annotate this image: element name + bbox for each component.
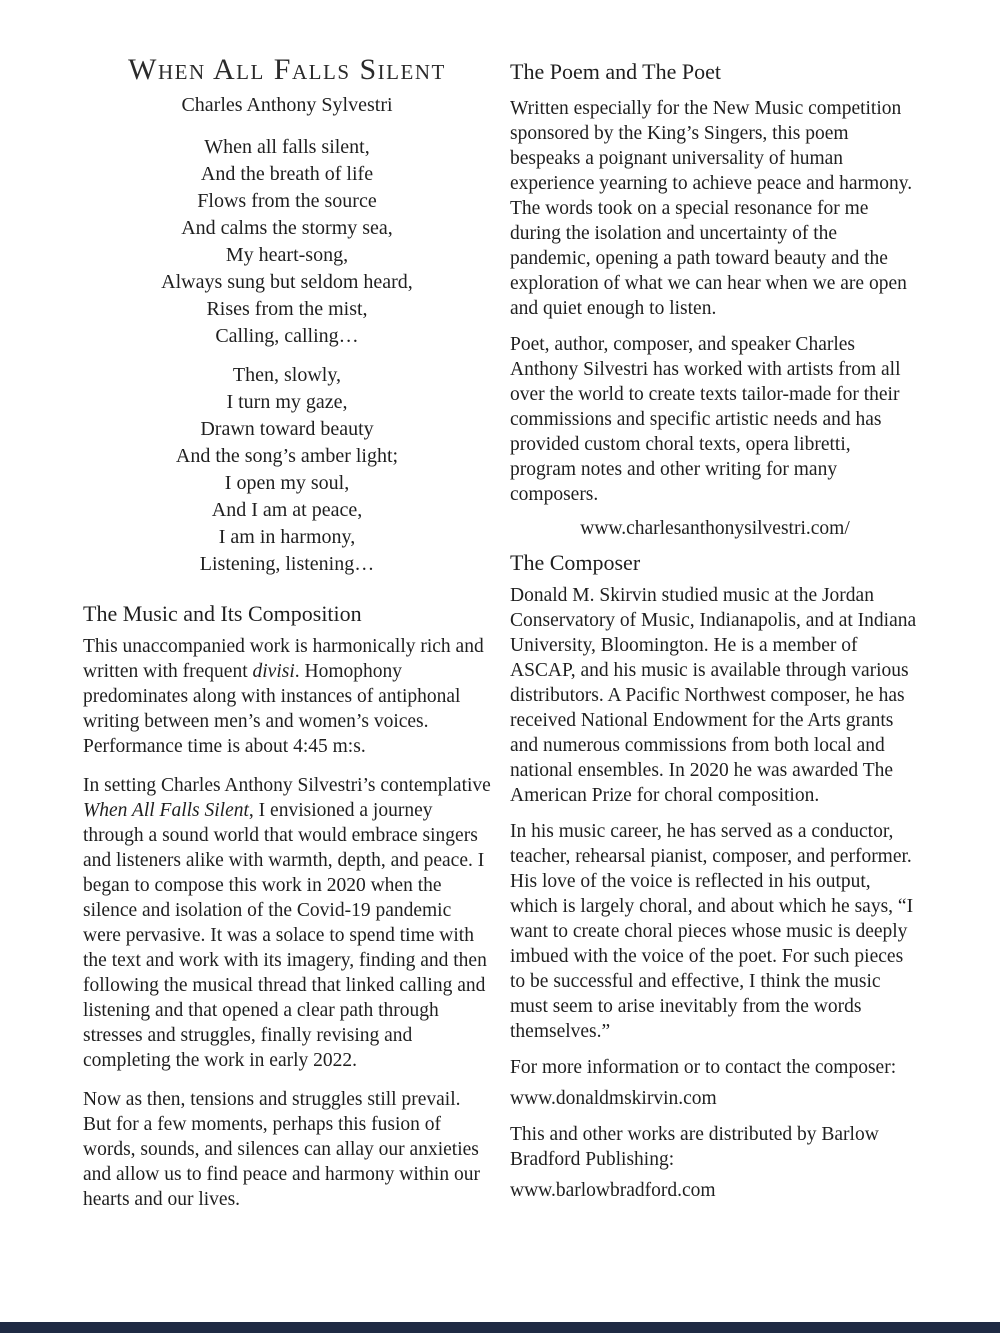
composer-paragraph-2: In his music career, he has served as a conductor, teacher, rehearsal pianist, composer, and performer. His love of the voice is reflected in his output, which is largely choral, and about which he says, “I want to create choral pieces whose music is deeply imbued with the voice of the poet. For such pieces to be successful and effective, I think the music must seem to arise inevitably from the words themselves.” [510, 821, 914, 1042]
poem-line: And the song’s amber light; [175, 445, 399, 467]
poem-line: I open my soul, [224, 472, 350, 494]
poem-line: Flows from the source [197, 190, 377, 212]
music-paragraph-1-pre: This unaccompanied work is harmonically rich and written with frequent [83, 636, 484, 682]
poem-line: I am in harmony, [218, 526, 356, 548]
music-paragraph-1-italic-term: divisi [252, 661, 295, 682]
composer-section-heading: The Composer [510, 550, 641, 575]
poem-line: And I am at peace, [211, 499, 363, 521]
music-paragraph-2 [83, 773, 491, 1073]
poem-line: And the breath of life [200, 163, 374, 185]
poem-line: Then, slowly, [232, 364, 342, 386]
publisher-website-link[interactable]: www.barlowbradford.com [510, 1180, 716, 1201]
poem-line: And calms the stormy sea, [181, 217, 393, 239]
composer-website-link[interactable]: www.donaldmskirvin.com [510, 1088, 717, 1109]
poem-stanza-1 [83, 134, 491, 350]
music-paragraph-2-post: , I envisioned a journey through a sound world that would embrace singers and listeners alike with warmth, depth, and peace. I began to compose this work in 2020 when the silence and isolation of the Covid-19 pandemic were pervasive. It was a solace to spend time with the text and work with its imagery, finding and then following the musical thread that linked calling and listening and that opened a clear path through stresses and struggles, finally revising and completing the work in early 2022. [83, 800, 487, 1071]
distribution-line: This and other works are distributed by Barlow Bradford Publishing: [510, 1124, 879, 1170]
music-paragraph-2-pre: In setting Charles Anthony Silvestri’s contemplative [83, 775, 491, 796]
music-paragraph-2-work-title: When All Falls Silent [83, 800, 249, 821]
poem-line: Calling, calling… [215, 325, 359, 347]
right-column [510, 52, 920, 1203]
poem-line: I turn my gaze, [226, 391, 348, 413]
poem-line: My heart-song, [225, 244, 349, 266]
poet-name: Charles Anthony Sylvestri [181, 94, 393, 116]
poet-website-link[interactable]: www.charlesanthonysilvestri.com/ [580, 518, 850, 539]
poem-line: Drawn toward beauty [200, 418, 374, 440]
composer-contact-line: For more information or to contact the composer: [510, 1057, 897, 1078]
music-paragraph-1 [83, 634, 491, 759]
poem-line: Rises from the mist, [206, 298, 368, 320]
poem-poet-section-heading: The Poem and The Poet [510, 59, 721, 84]
work-title: When All Falls Silent [128, 53, 446, 86]
poem-poet-paragraph-1: Written especially for the New Music competition sponsored by the King’s Singers, this poem bespeaks a poignant universality of human experience yearning to achieve peace and harmony. The words took on a special resonance for me during the isolation and uncertainty of the pandemic, opening a path toward beauty and the exploration of what we can hear when we are open and quiet enough to listen. [510, 98, 913, 319]
music-paragraph-3: Now as then, tensions and struggles still prevail. But for a few moments, perhaps this fusion of words, sounds, and silences can allay our anxieties and allow us to find peace and harmony within our hearts and our lives. [83, 1089, 480, 1210]
poem-line: When all falls silent, [204, 136, 370, 158]
page-bottom-edge-bar [0, 1322, 1000, 1333]
left-column [83, 52, 491, 1212]
composer-paragraph-1: Donald M. Skirvin studied music at the Jordan Conservatory of Music, Indianapolis, and at Indiana University, Bloomington. He is a member of ASCAP, and his music is available through various distributors. A Pacific Northwest composer, he has received National Endowment for the Arts grants and numerous commissions from both local and national ensembles. In 2020 he was awarded The American Prize for choral composition. [510, 585, 917, 806]
music-section-heading: The Music and Its Composition [83, 601, 362, 626]
poem-line: Listening, listening… [199, 553, 375, 575]
poem-line: Always sung but seldom heard, [161, 271, 413, 293]
music-paragraph-1-post: . Homophony predominates along with instances of antiphonal writing between men’s and women’s voices. Performance time is about 4:45 m:s. [83, 661, 461, 757]
poem-poet-paragraph-2: Poet, author, composer, and speaker Charles Anthony Silvestri has worked with artists from all over the world to create texts tailor-made for their commissions and specific artistic needs and has provided custom choral texts, opera libretti, program notes and other writing for many composers. [510, 334, 901, 505]
poem-stanza-2 [83, 362, 491, 578]
